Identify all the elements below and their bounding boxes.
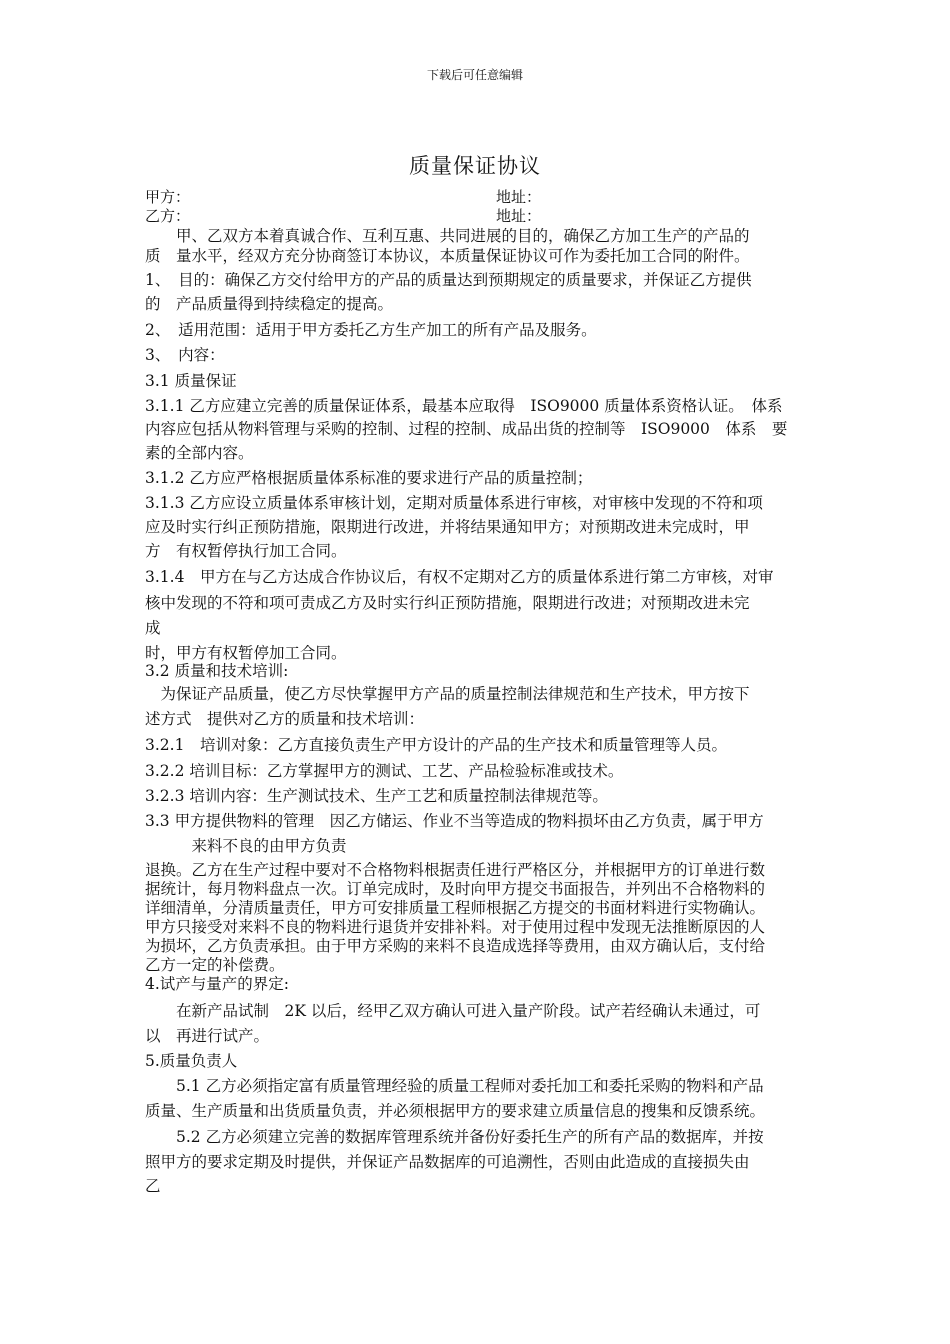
document-title: 质量保证协议 xyxy=(409,154,541,178)
body-line: 乙 xyxy=(145,1177,161,1195)
body-line: 3.1.4 甲方在与乙方达成合作协议后，有权不定期对乙方的质量体系进行第二方审核，对审 xyxy=(145,568,774,586)
body-line: 3.1.1 乙方应建立完善的质量保证体系，最基本应取得 ISO9000 质量体系资格认证。 体系 xyxy=(145,397,783,415)
body-line: 来料不良的由甲方负责 xyxy=(145,837,347,855)
body-line: 核中发现的不符和项可责成乙方及时实行纠正预防措施，限期进行改进；对预期改进未完 xyxy=(145,594,750,612)
body-line: 1、 目的：确保乙方交付给甲方的产品的质量达到预期规定的质量要求，并保证乙方提供 xyxy=(145,271,752,289)
body-line: 在新产品试制 2K 以后，经甲乙双方确认可进入量产阶段。试产若经确认未通过，可 xyxy=(145,1002,761,1020)
body-line: 甲方只接受对来料不良的物料进行退货并安排补料。对于使用过程中发现无法推断原因的人 xyxy=(145,918,766,936)
body-line: 为保证产品质量，使乙方尽快掌握甲方产品的质量控制法律规范和生产技术，甲方按下 xyxy=(145,685,750,703)
body-line: 2、 适用范围：适用于甲方委托乙方生产加工的所有产品及服务。 xyxy=(145,321,597,339)
body-line: 3、 内容： xyxy=(145,346,225,364)
body-line: 3.2.3 培训内容：生产测试技术、生产工艺和质量控制法律规范等。 xyxy=(145,787,608,805)
body-line: 4.试产与量产的界定: xyxy=(145,975,290,993)
body-line: 5.2 乙方必须建立完善的数据库管理系统并备份好委托生产的所有产品的数据库，并按 xyxy=(145,1128,764,1146)
body-line: 述方式 提供对乙方的质量和技术培训： xyxy=(145,710,425,728)
party-b-label: 乙方： xyxy=(145,207,191,225)
body-line: 3.1.2 乙方应严格根据质量体系标准的要求进行产品的质量控制； xyxy=(145,469,593,487)
party-a-address-label: 地址： xyxy=(496,188,542,206)
body-line: 3.1.3 乙方应设立质量体系审核计划，定期对质量体系进行审核，对审核中发现的不符和项 xyxy=(145,494,763,512)
body-line: 据统计，每月物料盘点一次。订单完成时，及时向甲方提交书面报告，并列出不合格物料的 xyxy=(145,880,766,898)
party-b-address-label: 地址： xyxy=(496,207,542,225)
body-line: 成 xyxy=(145,619,161,637)
body-line: 5.质量负责人 xyxy=(145,1052,238,1070)
body-line: 甲、乙双方本着真诚合作、互利互惠、共同进展的目的，确保乙方加工生产的产品的 xyxy=(145,227,750,245)
body-line: 内容应包括从物料管理与采购的控制、过程的控制、成品出货的控制等 ISO9000 体系 要 xyxy=(145,420,788,438)
body-line: 详细清单，分清质量责任，甲方可安排质量工程师根据乙方提交的书面材料进行实物确认。 xyxy=(145,899,766,917)
body-line: 以 再进行试产。 xyxy=(145,1027,270,1045)
body-line: 应及时实行纠正预防措施，限期进行改进，并将结果通知甲方；对预期改进未完成时，甲 xyxy=(145,518,750,536)
header-note: 下载后可任意编辑 xyxy=(426,68,523,82)
body-line: 退换。乙方在生产过程中要对不合格物料根据责任进行严格区分，并根据甲方的订单进行数 xyxy=(145,861,766,879)
body-line: 质量、生产质量和出货质量负责，并必须根据甲方的要求建立质量信息的搜集和反馈系统。 xyxy=(145,1102,766,1120)
body-line: 3.1 质量保证 xyxy=(145,372,237,390)
body-line: 3.3 甲方提供物料的管理 因乙方储运、作业不当等造成的物料损坏由乙方负责，属于甲方 xyxy=(145,812,764,830)
body-line: 质 量水平，经双方充分协商签订本协议，本质量保证协议可作为委托加工合同的附件。 xyxy=(145,247,750,265)
body-line: 3.2.1 培训对象：乙方直接负责生产甲方设计的产品的生产技术和质量管理等人员。 xyxy=(145,736,727,754)
body-line: 乙方一定的补偿费。 xyxy=(145,956,285,974)
body-line: 3.2 质量和技术培训: xyxy=(145,662,289,680)
body-line: 的 产品质量得到持续稳定的提高。 xyxy=(145,295,394,313)
body-line: 为损坏，乙方负责承担。由于甲方采购的来料不良造成选择等费用，由双方确认后，支付给 xyxy=(145,937,766,955)
body-line: 时，甲方有权暂停加工合同。 xyxy=(145,644,347,662)
body-line: 照甲方的要求定期及时提供，并保证产品数据库的可追溯性，否则由此造成的直接损失由 xyxy=(145,1153,750,1171)
body-line: 素的全部内容。 xyxy=(145,444,254,462)
body-line: 3.2.2 培训目标：乙方掌握甲方的测试、工艺、产品检验标准或技术。 xyxy=(145,762,624,780)
party-a-label: 甲方： xyxy=(145,188,191,206)
body-line: 方 有权暂停执行加工合同。 xyxy=(145,542,347,560)
body-line: 5.1 乙方必须指定富有质量管理经验的质量工程师对委托加工和委托采购的物料和产品 xyxy=(145,1077,764,1095)
